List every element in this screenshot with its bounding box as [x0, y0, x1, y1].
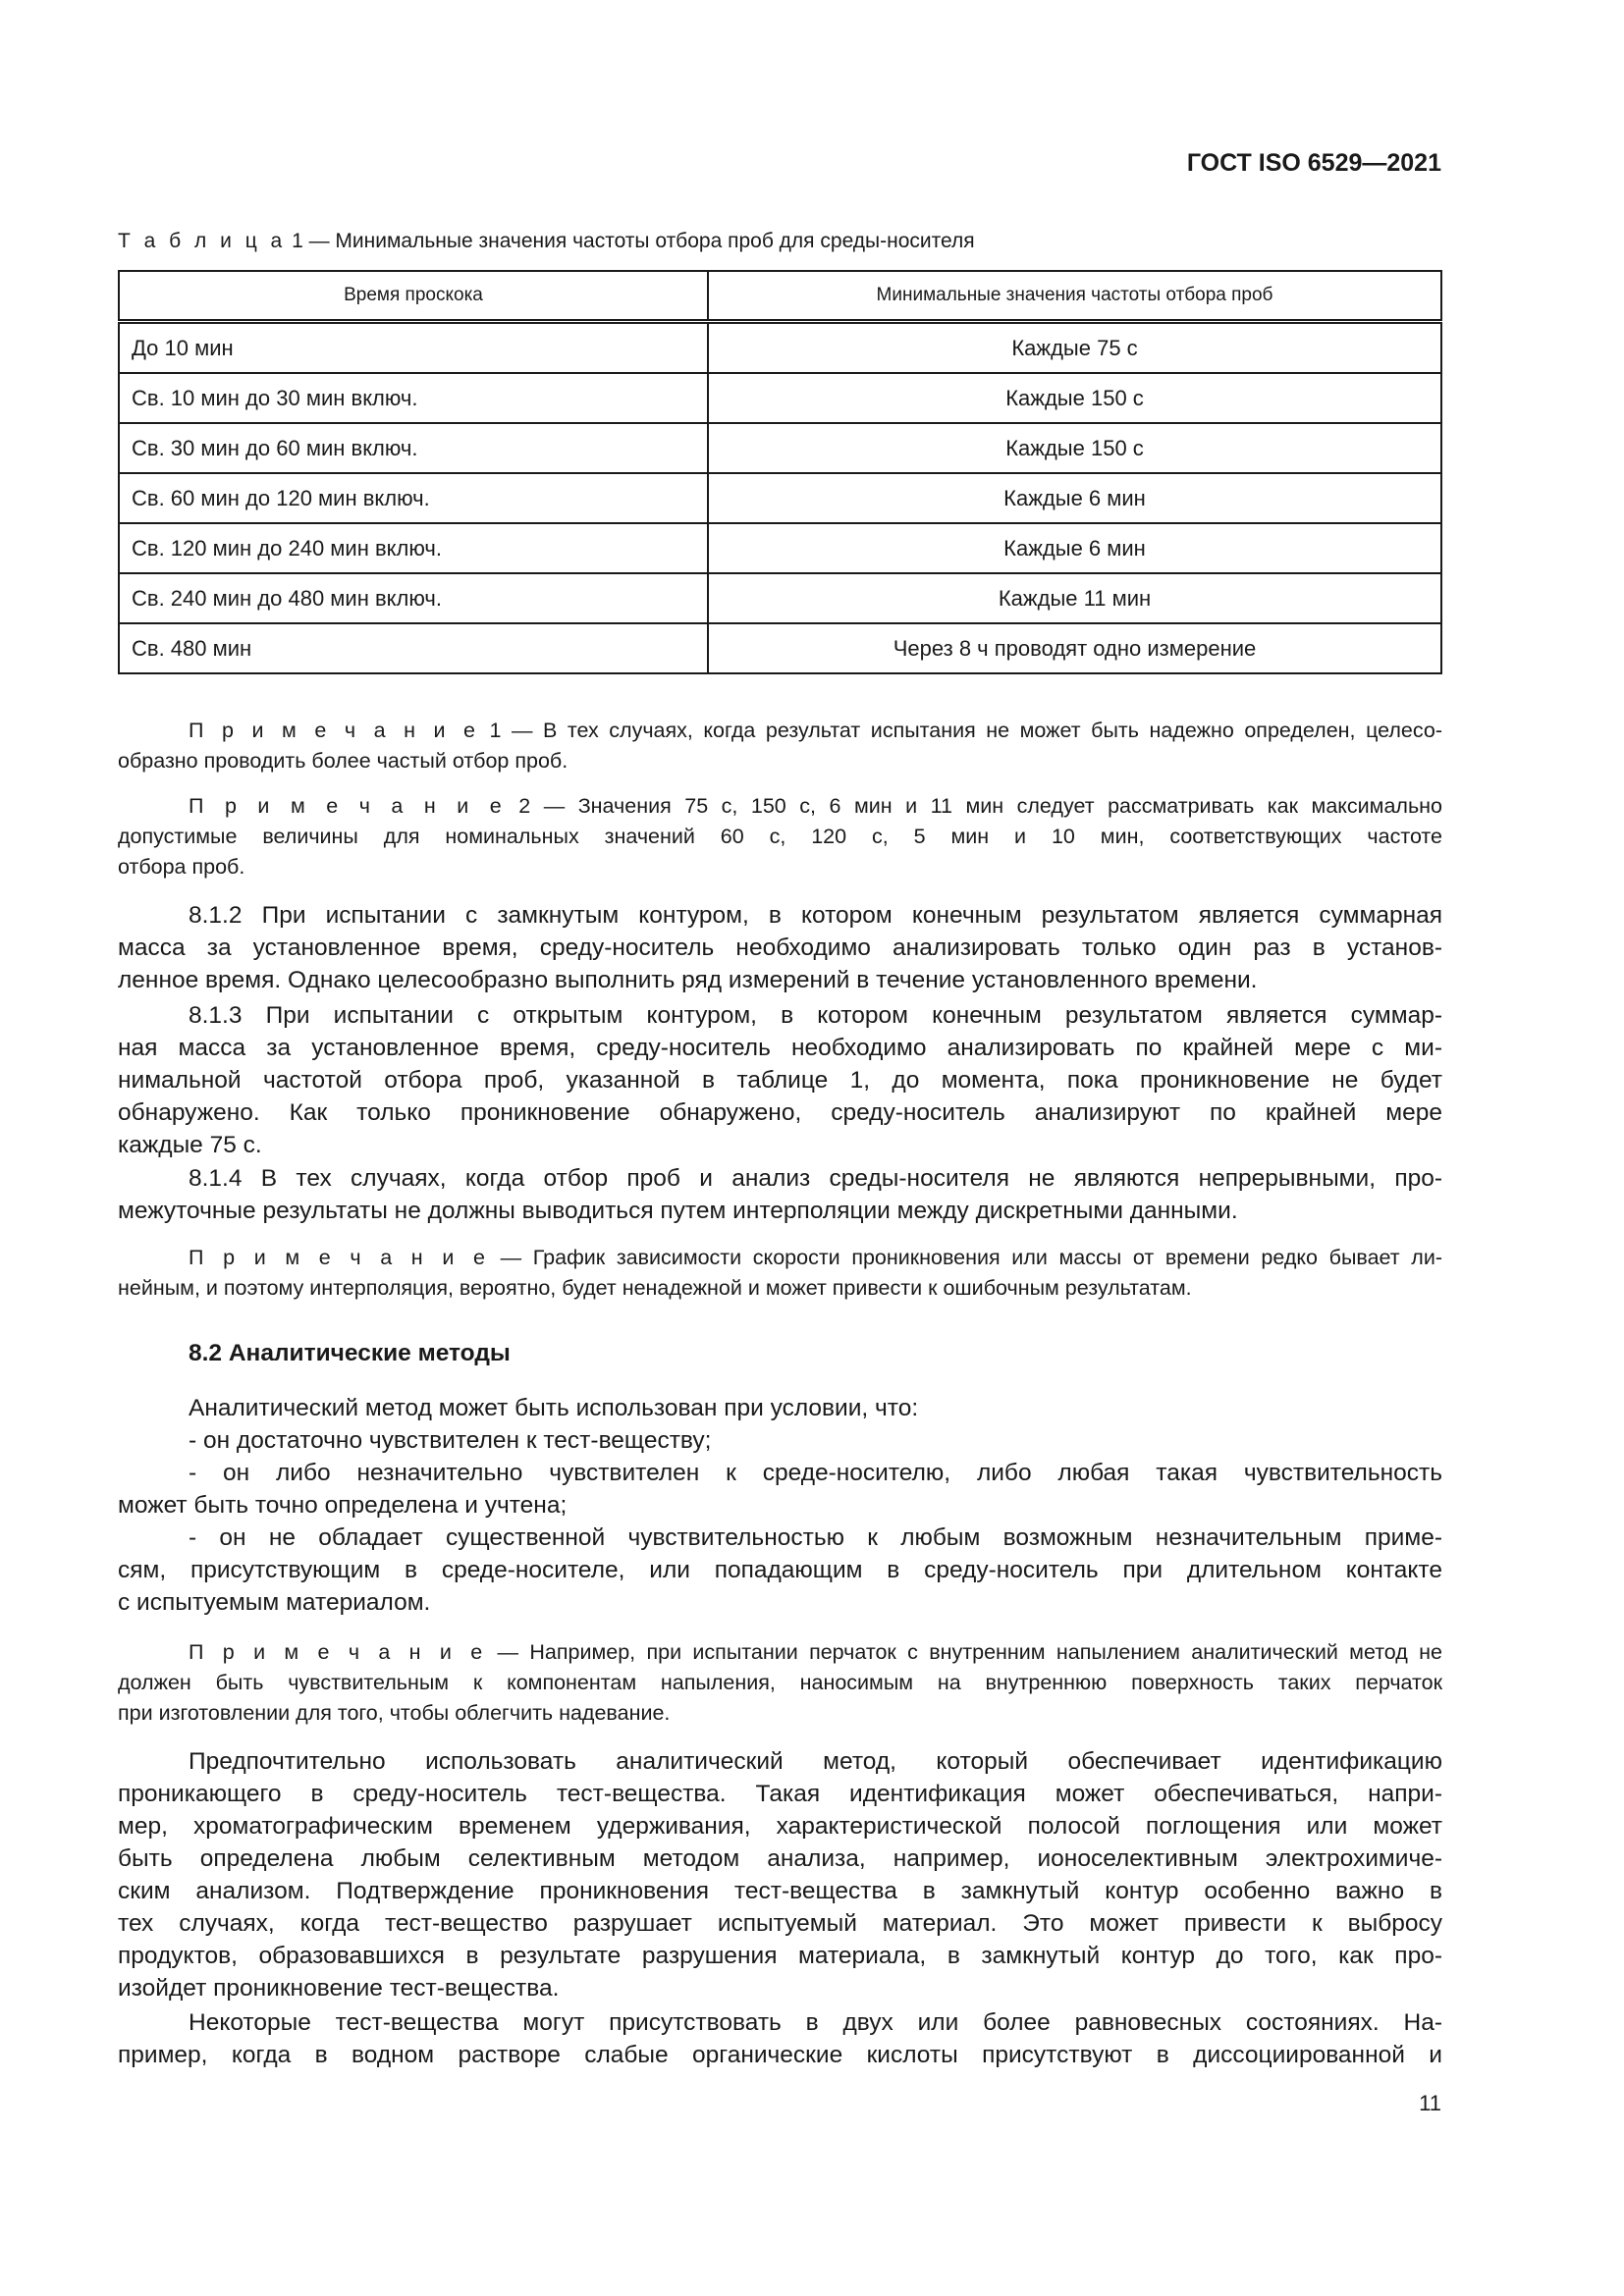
note-2 — [118, 791, 1442, 882]
note-line: нейным, и поэтому интерполяция, вероятно, будет ненадежной и может привести к ошибочным результатам. — [118, 1276, 1192, 1300]
document-header: ГОСТ ISO 6529—2021 — [1186, 149, 1441, 177]
breakthrough-time-cell: До 10 мин — [119, 322, 708, 374]
text-line: Предпочтительно использовать аналитический метод, который обеспечивает идентификацию — [189, 1748, 1442, 1775]
breakthrough-time-cell: Св. 10 мин до 30 мин включ. — [119, 373, 708, 423]
paragraph-equilibrium-states — [118, 2006, 1442, 2071]
text-line: сям, присутствующим в среде-носителе, или попадающим в среду-носитель при длительном контакте — [118, 1557, 1442, 1583]
breakthrough-time-cell: Св. 240 мин до 480 мин включ. — [119, 573, 708, 623]
note-label: П р и м е ч а н и е — [189, 719, 479, 742]
column-header: Минимальные значения частоты отбора проб — [708, 271, 1441, 322]
note-line: 1 — В тех случаях, когда результат испытания не может быть надежно определен, целесо- — [478, 719, 1442, 742]
breakthrough-time-cell: Св. 480 мин — [119, 623, 708, 673]
note-line: должен быть чувствительным к компонентам напыления, наносимым на внутреннюю поверхность таких перчаток — [118, 1671, 1442, 1694]
page-number: 11 — [1419, 2091, 1441, 2115]
text-line: нимальной частотой отбора проб, указанной в таблице 1, до момента, пока проникновение не будет — [118, 1067, 1442, 1094]
sampling-frequency-table — [118, 270, 1442, 674]
text-line: обнаружено. Как только проникновение обнаружено, среду-носитель анализируют по крайней мере — [118, 1099, 1442, 1126]
note-line: отбора проб. — [118, 855, 245, 879]
paragraph-8-1-4 — [118, 1162, 1442, 1227]
text-line: изойдет проникновение тест-вещества. — [118, 1975, 560, 2002]
table-row — [119, 373, 1441, 423]
sampling-frequency-cell: Каждые 6 мин — [708, 473, 1441, 523]
column-header: Время проскока — [119, 271, 708, 322]
table-row — [119, 523, 1441, 573]
note-line: 2 — Значения 75 с, 150 с, 6 мин и 11 мин следует рассматривать как максимально — [505, 794, 1442, 818]
text-line: быть определена любым селективным методом анализа, например, ионоселективным электрохимиче- — [118, 1845, 1442, 1872]
breakthrough-time-cell: Св. 60 мин до 120 мин включ. — [119, 473, 708, 523]
text-line: может быть точно определена и учтена; — [118, 1492, 568, 1519]
text-line: мер, хроматографическим временем удерживания, характеристической полосой поглощения или может — [118, 1813, 1442, 1840]
text-line: масса за установленное время, среду-носитель необходимо анализировать только один раз в установ- — [118, 934, 1442, 961]
table-row — [119, 423, 1441, 473]
sampling-frequency-cell: Каждые 75 с — [708, 322, 1441, 374]
note-line: допустимые величины для номинальных значений 60 с, 120 с, 5 мин и 10 мин, соответствующих частоте — [118, 825, 1442, 848]
section-8-2-conditions — [118, 1392, 1442, 1619]
note-label: П р и м е ч а н и е — [189, 794, 506, 818]
note-line: — График зависимости скорости проникновения или массы от времени редко бывает ли- — [488, 1246, 1442, 1269]
note-line: образно проводить более частый отбор проб. — [118, 749, 568, 773]
table-caption — [118, 230, 975, 253]
table-row — [119, 573, 1441, 623]
table-row — [119, 623, 1441, 673]
text-line: - он не обладает существенной чувствительностью к любым возможным незначительным приме- — [189, 1524, 1442, 1551]
note-4 — [118, 1637, 1442, 1729]
sampling-frequency-cell: Через 8 ч проводят одно измерение — [708, 623, 1441, 673]
text-line: 8.1.3 При испытании с открытым контуром, в котором конечным результатом является суммар- — [189, 1002, 1442, 1029]
text-line: 8.1.4 В тех случаях, когда отбор проб и анализ среды-носителя не являются непрерывными, про- — [189, 1165, 1442, 1192]
text-line: продуктов, образовавшихся в результате разрушения материала, в замкнутый контур до того, как про- — [118, 1943, 1442, 1969]
text-line: с испытуемым материалом. — [118, 1589, 431, 1616]
note-line: — Например, при испытании перчаток с внутренним напылением аналитический метод не — [486, 1640, 1442, 1664]
text-line: межуточные результаты не должны выводиться путем интерполяции между дискретными данными. — [118, 1198, 1238, 1224]
text-line: 8.1.2 При испытании с замкнутым контуром, в котором конечным результатом является суммарная — [189, 902, 1442, 929]
text-line: - он достаточно чувствителен к тест-веществу; — [189, 1427, 712, 1454]
text-line: - он либо незначительно чувствителен к среде-носителю, либо любая такая чувствительность — [189, 1460, 1442, 1486]
text-line: ским анализом. Подтверждение проникновения тест-вещества в замкнутый контур особенно важно в — [118, 1878, 1442, 1904]
text-line: проникающего в среду-носитель тест-вещества. Такая идентификация может обеспечиваться, напри- — [118, 1781, 1442, 1807]
sampling-frequency-cell: Каждые 11 мин — [708, 573, 1441, 623]
note-line: при изготовлении для того, чтобы облегчить надевание. — [118, 1701, 671, 1725]
text-line: Аналитический метод может быть использован при условии, что: — [189, 1395, 919, 1421]
text-line: Некоторые тест-вещества могут присутствовать в двух или более равновесных состояниях. На- — [189, 2009, 1442, 2036]
text-line: ная масса за установленное время, среду-носитель необходимо анализировать по крайней мере с ми- — [118, 1035, 1442, 1061]
text-line: ленное время. Однако целесообразно выполнить ряд измерений в течение установленного времени. — [118, 967, 1258, 993]
text-line: пример, когда в водном растворе слабые органические кислоты присутствуют в диссоциированной и — [118, 2042, 1442, 2068]
paragraph-preferred-method — [118, 1745, 1442, 2004]
sampling-frequency-cell: Каждые 150 с — [708, 373, 1441, 423]
caption-text: 1 — Минимальные значения частоты отбора проб для среды-носителя — [286, 230, 975, 252]
sampling-frequency-cell: Каждые 150 с — [708, 423, 1441, 473]
text-line: каждые 75 с. — [118, 1132, 262, 1158]
paragraph-8-1-2 — [118, 899, 1442, 996]
paragraph-8-1-3 — [118, 999, 1442, 1161]
table-row — [119, 473, 1441, 523]
note-label: П р и м е ч а н и е — [189, 1640, 487, 1664]
table-row — [119, 322, 1441, 374]
note-3 — [118, 1243, 1442, 1304]
text-line: тех случаях, когда тест-вещество разрушает испытуемый материал. Это может привести к выбросу — [118, 1910, 1442, 1937]
section-heading-8-2: 8.2 Аналитические методы — [189, 1340, 511, 1366]
note-label: П р и м е ч а н и е — [189, 1246, 489, 1269]
breakthrough-time-cell: Св. 120 мин до 240 мин включ. — [119, 523, 708, 573]
sampling-frequency-cell: Каждые 6 мин — [708, 523, 1441, 573]
note-1 — [118, 716, 1442, 776]
breakthrough-time-cell: Св. 30 мин до 60 мин включ. — [119, 423, 708, 473]
caption-label: Т а б л и ц а — [118, 230, 287, 252]
